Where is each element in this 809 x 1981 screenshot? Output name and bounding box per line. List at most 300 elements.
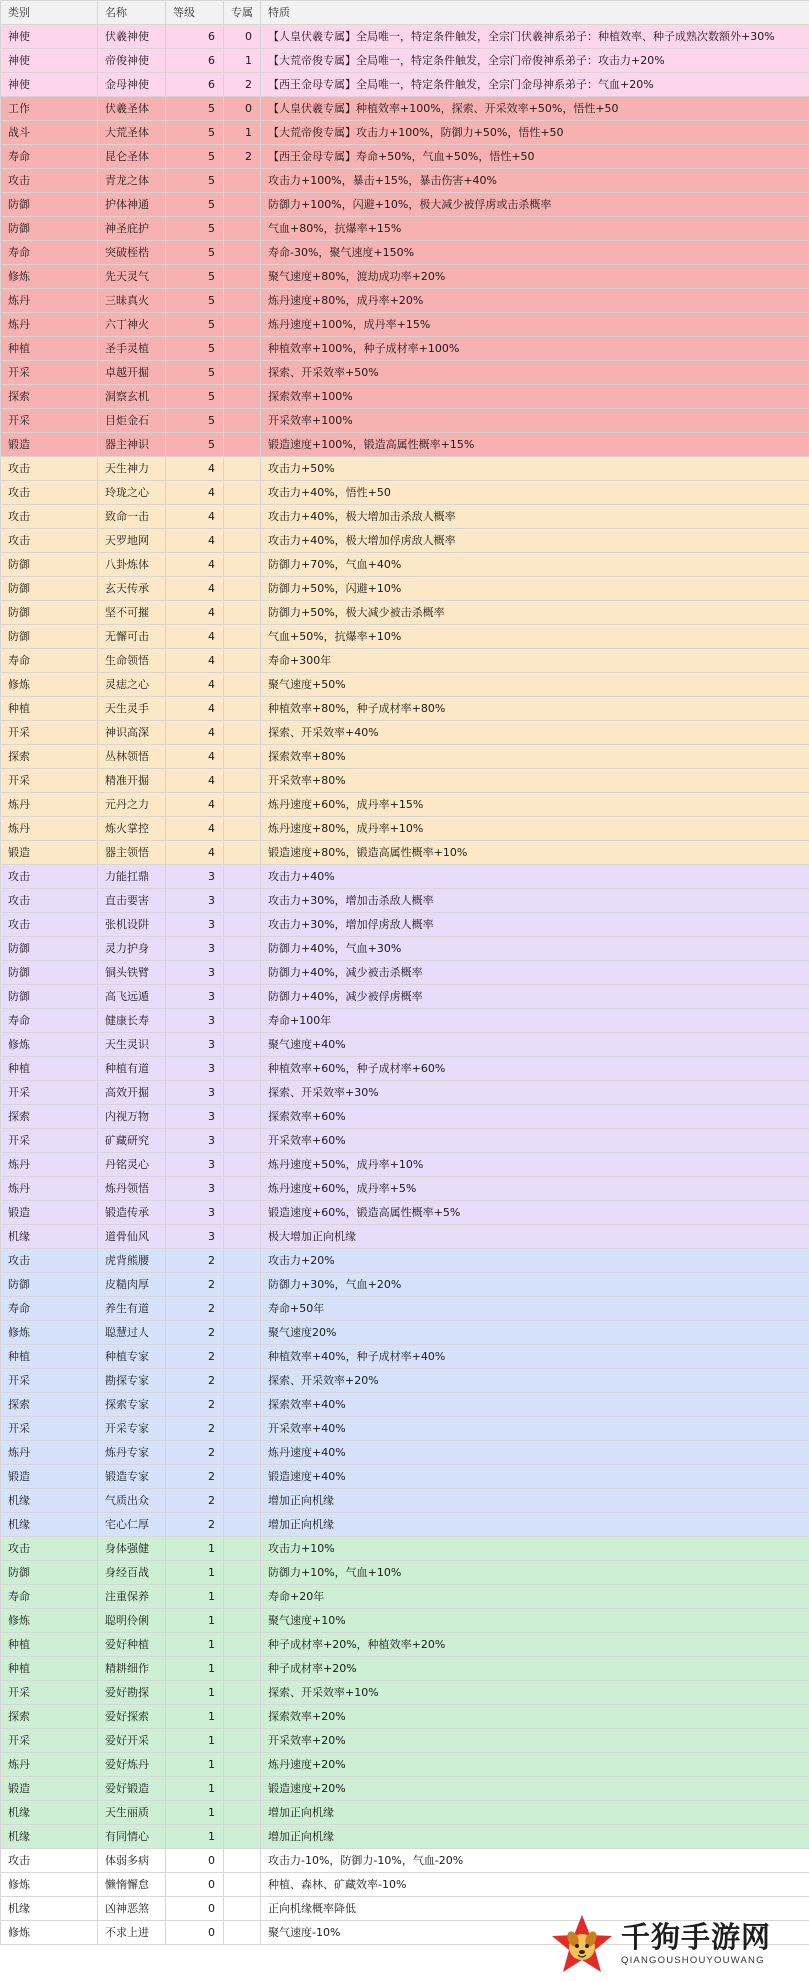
exclusive-cell bbox=[224, 1321, 261, 1345]
exclusive-cell: 2 bbox=[224, 73, 261, 97]
name-cell: 生命领悟 bbox=[98, 649, 166, 673]
category-cell: 防御 bbox=[1, 985, 98, 1009]
exclusive-cell bbox=[224, 1177, 261, 1201]
name-cell: 神识高深 bbox=[98, 721, 166, 745]
exclusive-cell bbox=[224, 1561, 261, 1585]
trait-cell: 【西王金母专属】全局唯一，特定条件触发，全宗门金母神系弟子：气血+20% bbox=[261, 73, 809, 97]
exclusive-cell bbox=[224, 1921, 261, 1945]
name-cell: 神圣庇护 bbox=[98, 217, 166, 241]
category-cell: 开采 bbox=[1, 1681, 98, 1705]
trait-cell: 开采效率+60% bbox=[261, 1129, 809, 1153]
table-row bbox=[1, 1225, 809, 1249]
trait-cell: 寿命-30%，聚气速度+150% bbox=[261, 241, 809, 265]
name-cell: 注重保养 bbox=[98, 1585, 166, 1609]
level-cell: 3 bbox=[166, 1177, 224, 1201]
exclusive-cell bbox=[224, 1273, 261, 1297]
trait-cell: 探索效率+60% bbox=[261, 1105, 809, 1129]
level-cell: 3 bbox=[166, 865, 224, 889]
exclusive-cell bbox=[224, 1849, 261, 1873]
table-row bbox=[1, 409, 809, 433]
name-cell: 昆仑圣体 bbox=[98, 145, 166, 169]
level-cell: 0 bbox=[166, 1873, 224, 1897]
name-cell: 坚不可摧 bbox=[98, 601, 166, 625]
level-cell: 4 bbox=[166, 769, 224, 793]
exclusive-cell bbox=[224, 1057, 261, 1081]
table-row bbox=[1, 73, 809, 97]
category-cell: 开采 bbox=[1, 721, 98, 745]
exclusive-cell: 2 bbox=[224, 145, 261, 169]
level-cell: 5 bbox=[166, 361, 224, 385]
category-cell: 防御 bbox=[1, 1561, 98, 1585]
table-row bbox=[1, 193, 809, 217]
category-cell: 寿命 bbox=[1, 1585, 98, 1609]
category-cell: 开采 bbox=[1, 1417, 98, 1441]
exclusive-cell bbox=[224, 1105, 261, 1129]
trait-cell: 锻造速度+60%，锻造高属性概率+5% bbox=[261, 1201, 809, 1225]
category-cell: 炼丹 bbox=[1, 1177, 98, 1201]
trait-cell: 防御力+40%，气血+30% bbox=[261, 937, 809, 961]
category-cell: 炼丹 bbox=[1, 817, 98, 841]
name-cell: 勘探专家 bbox=[98, 1369, 166, 1393]
name-cell: 目炬金石 bbox=[98, 409, 166, 433]
level-cell: 4 bbox=[166, 673, 224, 697]
table-row bbox=[1, 1441, 809, 1465]
name-cell: 种植有道 bbox=[98, 1057, 166, 1081]
trait-cell: 聚气速度+40% bbox=[261, 1033, 809, 1057]
level-cell: 4 bbox=[166, 697, 224, 721]
exclusive-cell bbox=[224, 1393, 261, 1417]
exclusive-cell bbox=[224, 241, 261, 265]
table-row bbox=[1, 1513, 809, 1537]
exclusive-cell bbox=[224, 1657, 261, 1681]
exclusive-cell bbox=[224, 481, 261, 505]
table-row bbox=[1, 937, 809, 961]
trait-cell: 开采效率+40% bbox=[261, 1417, 809, 1441]
category-cell: 开采 bbox=[1, 1129, 98, 1153]
level-cell: 1 bbox=[166, 1825, 224, 1849]
category-cell: 开采 bbox=[1, 1369, 98, 1393]
table-row bbox=[1, 1873, 809, 1897]
category-cell: 防御 bbox=[1, 937, 98, 961]
level-cell: 3 bbox=[166, 1129, 224, 1153]
level-cell: 0 bbox=[166, 1921, 224, 1945]
category-cell: 防御 bbox=[1, 553, 98, 577]
table-row bbox=[1, 1489, 809, 1513]
exclusive-cell: 1 bbox=[224, 121, 261, 145]
level-cell: 3 bbox=[166, 1153, 224, 1177]
level-cell: 1 bbox=[166, 1633, 224, 1657]
level-cell: 6 bbox=[166, 49, 224, 73]
exclusive-cell bbox=[224, 1633, 261, 1657]
header-category: 类别 bbox=[1, 1, 98, 25]
exclusive-cell bbox=[224, 529, 261, 553]
exclusive-cell bbox=[224, 985, 261, 1009]
category-cell: 探索 bbox=[1, 1105, 98, 1129]
watermark-title: 千狗手游网 bbox=[621, 1920, 772, 1954]
category-cell: 攻击 bbox=[1, 865, 98, 889]
name-cell: 帝俊神使 bbox=[98, 49, 166, 73]
name-cell: 灵力护身 bbox=[98, 937, 166, 961]
category-cell: 修炼 bbox=[1, 1033, 98, 1057]
trait-cell: 攻击力+100%，暴击+15%，暴击伤害+40% bbox=[261, 169, 809, 193]
category-cell: 锻造 bbox=[1, 841, 98, 865]
level-cell: 1 bbox=[166, 1657, 224, 1681]
trait-cell: 【人皇伏羲专属】全局唯一，特定条件触发，全宗门伏羲神系弟子：种植效率、种子成熟次数额外+30% bbox=[261, 25, 809, 49]
exclusive-cell bbox=[224, 361, 261, 385]
name-cell: 三昧真火 bbox=[98, 289, 166, 313]
table-row bbox=[1, 841, 809, 865]
category-cell: 修炼 bbox=[1, 1873, 98, 1897]
table-row bbox=[1, 1465, 809, 1489]
name-cell: 身体强健 bbox=[98, 1537, 166, 1561]
name-cell: 天生神力 bbox=[98, 457, 166, 481]
trait-cell: 种子成材率+20%，种植效率+20% bbox=[261, 1633, 809, 1657]
exclusive-cell bbox=[224, 289, 261, 313]
name-cell: 爱好炼丹 bbox=[98, 1753, 166, 1777]
exclusive-cell bbox=[224, 1681, 261, 1705]
table-row bbox=[1, 337, 809, 361]
level-cell: 4 bbox=[166, 721, 224, 745]
name-cell: 突破桎梏 bbox=[98, 241, 166, 265]
category-cell: 寿命 bbox=[1, 241, 98, 265]
trait-cell: 探索效率+20% bbox=[261, 1705, 809, 1729]
exclusive-cell bbox=[224, 1345, 261, 1369]
exclusive-cell bbox=[224, 1897, 261, 1921]
category-cell: 寿命 bbox=[1, 649, 98, 673]
category-cell: 攻击 bbox=[1, 1249, 98, 1273]
name-cell: 有同情心 bbox=[98, 1825, 166, 1849]
exclusive-cell bbox=[224, 649, 261, 673]
trait-cell: 气血+50%，抗爆率+10% bbox=[261, 625, 809, 649]
table-row bbox=[1, 913, 809, 937]
name-cell: 气质出众 bbox=[98, 1489, 166, 1513]
trait-cell: 炼丹速度+80%，成丹率+20% bbox=[261, 289, 809, 313]
name-cell: 先天灵气 bbox=[98, 265, 166, 289]
category-cell: 种植 bbox=[1, 1057, 98, 1081]
exclusive-cell bbox=[224, 1537, 261, 1561]
category-cell: 攻击 bbox=[1, 529, 98, 553]
name-cell: 宅心仁厚 bbox=[98, 1513, 166, 1537]
category-cell: 探索 bbox=[1, 745, 98, 769]
category-cell: 神使 bbox=[1, 73, 98, 97]
level-cell: 0 bbox=[166, 1897, 224, 1921]
exclusive-cell bbox=[224, 1729, 261, 1753]
name-cell: 致命一击 bbox=[98, 505, 166, 529]
exclusive-cell bbox=[224, 1873, 261, 1897]
name-cell: 不求上进 bbox=[98, 1921, 166, 1945]
exclusive-cell bbox=[224, 841, 261, 865]
table-row bbox=[1, 697, 809, 721]
trait-cell: 炼丹速度+100%，成丹率+15% bbox=[261, 313, 809, 337]
exclusive-cell bbox=[224, 673, 261, 697]
category-cell: 炼丹 bbox=[1, 1441, 98, 1465]
trait-cell: 防御力+70%，气血+40% bbox=[261, 553, 809, 577]
level-cell: 2 bbox=[166, 1417, 224, 1441]
table-row bbox=[1, 217, 809, 241]
trait-cell: 炼丹速度+80%，成丹率+10% bbox=[261, 817, 809, 841]
category-cell: 攻击 bbox=[1, 913, 98, 937]
table-row bbox=[1, 1633, 809, 1657]
trait-cell: 炼丹速度+60%，成丹率+5% bbox=[261, 1177, 809, 1201]
table-row bbox=[1, 1585, 809, 1609]
name-cell: 健康长寿 bbox=[98, 1009, 166, 1033]
category-cell: 寿命 bbox=[1, 145, 98, 169]
name-cell: 炼火掌控 bbox=[98, 817, 166, 841]
level-cell: 2 bbox=[166, 1465, 224, 1489]
table-row bbox=[1, 241, 809, 265]
table-row bbox=[1, 553, 809, 577]
category-cell: 机缘 bbox=[1, 1489, 98, 1513]
trait-cell: 防御力+10%，气血+10% bbox=[261, 1561, 809, 1585]
level-cell: 5 bbox=[166, 385, 224, 409]
name-cell: 器主领悟 bbox=[98, 841, 166, 865]
level-cell: 5 bbox=[166, 145, 224, 169]
exclusive-cell bbox=[224, 265, 261, 289]
category-cell: 机缘 bbox=[1, 1897, 98, 1921]
table-row bbox=[1, 1273, 809, 1297]
name-cell: 玲珑之心 bbox=[98, 481, 166, 505]
trait-cell: 攻击力+40%，极大增加击杀敌人概率 bbox=[261, 505, 809, 529]
exclusive-cell bbox=[224, 1033, 261, 1057]
level-cell: 5 bbox=[166, 169, 224, 193]
level-cell: 3 bbox=[166, 1081, 224, 1105]
category-cell: 工作 bbox=[1, 97, 98, 121]
table-row bbox=[1, 1561, 809, 1585]
trait-cell: 气血+80%，抗爆率+15% bbox=[261, 217, 809, 241]
level-cell: 3 bbox=[166, 913, 224, 937]
name-cell: 张机设阱 bbox=[98, 913, 166, 937]
category-cell: 种植 bbox=[1, 1345, 98, 1369]
level-cell: 5 bbox=[166, 217, 224, 241]
exclusive-cell bbox=[224, 1153, 261, 1177]
trait-cell: 聚气速度20% bbox=[261, 1321, 809, 1345]
category-cell: 修炼 bbox=[1, 1921, 98, 1945]
table-row bbox=[1, 529, 809, 553]
exclusive-cell bbox=[224, 1777, 261, 1801]
category-cell: 攻击 bbox=[1, 1537, 98, 1561]
level-cell: 4 bbox=[166, 745, 224, 769]
name-cell: 力能扛鼎 bbox=[98, 865, 166, 889]
trait-cell: 锻造速度+40% bbox=[261, 1465, 809, 1489]
category-cell: 机缘 bbox=[1, 1825, 98, 1849]
name-cell: 直击要害 bbox=[98, 889, 166, 913]
name-cell: 开采专家 bbox=[98, 1417, 166, 1441]
table-row bbox=[1, 1033, 809, 1057]
level-cell: 1 bbox=[166, 1753, 224, 1777]
level-cell: 5 bbox=[166, 121, 224, 145]
name-cell: 卓越开掘 bbox=[98, 361, 166, 385]
level-cell: 2 bbox=[166, 1345, 224, 1369]
exclusive-cell bbox=[224, 1417, 261, 1441]
category-cell: 攻击 bbox=[1, 505, 98, 529]
trait-cell: 探索、开采效率+50% bbox=[261, 361, 809, 385]
category-cell: 机缘 bbox=[1, 1513, 98, 1537]
table-row bbox=[1, 145, 809, 169]
table-row bbox=[1, 1825, 809, 1849]
trait-cell: 【人皇伏羲专属】种植效率+100%，探索、开采效率+50%，悟性+50 bbox=[261, 97, 809, 121]
category-cell: 种植 bbox=[1, 697, 98, 721]
table-row bbox=[1, 169, 809, 193]
category-cell: 开采 bbox=[1, 1081, 98, 1105]
category-cell: 修炼 bbox=[1, 1321, 98, 1345]
level-cell: 2 bbox=[166, 1393, 224, 1417]
exclusive-cell bbox=[224, 1705, 261, 1729]
trait-cell: 探索、开采效率+30% bbox=[261, 1081, 809, 1105]
category-cell: 修炼 bbox=[1, 265, 98, 289]
category-cell: 防御 bbox=[1, 961, 98, 985]
name-cell: 器主神识 bbox=[98, 433, 166, 457]
table-row bbox=[1, 1393, 809, 1417]
level-cell: 2 bbox=[166, 1249, 224, 1273]
trait-cell: 增加正向机缘 bbox=[261, 1801, 809, 1825]
table-row bbox=[1, 1081, 809, 1105]
table-row bbox=[1, 1009, 809, 1033]
table-row bbox=[1, 121, 809, 145]
trait-cell: 种植、森林、矿藏效率-10% bbox=[261, 1873, 809, 1897]
table-row bbox=[1, 313, 809, 337]
level-cell: 3 bbox=[166, 1105, 224, 1129]
table-row bbox=[1, 97, 809, 121]
exclusive-cell bbox=[224, 865, 261, 889]
name-cell: 丛林领悟 bbox=[98, 745, 166, 769]
table-row bbox=[1, 1609, 809, 1633]
category-cell: 锻造 bbox=[1, 1777, 98, 1801]
level-cell: 5 bbox=[166, 241, 224, 265]
name-cell: 金母神使 bbox=[98, 73, 166, 97]
name-cell: 大荒圣体 bbox=[98, 121, 166, 145]
name-cell: 炼丹专家 bbox=[98, 1441, 166, 1465]
exclusive-cell bbox=[224, 385, 261, 409]
name-cell: 锻造传承 bbox=[98, 1201, 166, 1225]
category-cell: 修炼 bbox=[1, 673, 98, 697]
name-cell: 身经百战 bbox=[98, 1561, 166, 1585]
trait-cell: 增加正向机缘 bbox=[261, 1513, 809, 1537]
exclusive-cell bbox=[224, 1609, 261, 1633]
exclusive-cell bbox=[224, 1009, 261, 1033]
level-cell: 5 bbox=[166, 97, 224, 121]
trait-cell: 寿命+300年 bbox=[261, 649, 809, 673]
category-cell: 防御 bbox=[1, 193, 98, 217]
trait-cell: 聚气速度+50% bbox=[261, 673, 809, 697]
table-row bbox=[1, 1417, 809, 1441]
trait-cell: 种植效率+100%，种子成材率+100% bbox=[261, 337, 809, 361]
exclusive-cell bbox=[224, 721, 261, 745]
category-cell: 防御 bbox=[1, 577, 98, 601]
category-cell: 开采 bbox=[1, 1729, 98, 1753]
level-cell: 3 bbox=[166, 1225, 224, 1249]
exclusive-cell bbox=[224, 457, 261, 481]
exclusive-cell bbox=[224, 1465, 261, 1489]
table-row bbox=[1, 457, 809, 481]
category-cell: 炼丹 bbox=[1, 1153, 98, 1177]
level-cell: 5 bbox=[166, 289, 224, 313]
name-cell: 天生灵手 bbox=[98, 697, 166, 721]
level-cell: 6 bbox=[166, 25, 224, 49]
table-row bbox=[1, 1105, 809, 1129]
exclusive-cell: 0 bbox=[224, 97, 261, 121]
exclusive-cell bbox=[224, 961, 261, 985]
name-cell: 懒惰懈怠 bbox=[98, 1873, 166, 1897]
table-row bbox=[1, 1681, 809, 1705]
level-cell: 3 bbox=[166, 1057, 224, 1081]
trait-cell: 炼丹速度+20% bbox=[261, 1753, 809, 1777]
table-row bbox=[1, 433, 809, 457]
name-cell: 高飞远遁 bbox=[98, 985, 166, 1009]
name-cell: 爱好开采 bbox=[98, 1729, 166, 1753]
table-row bbox=[1, 1705, 809, 1729]
exclusive-cell bbox=[224, 1129, 261, 1153]
trait-cell: 寿命+20年 bbox=[261, 1585, 809, 1609]
exclusive-cell bbox=[224, 1801, 261, 1825]
name-cell: 护体神通 bbox=[98, 193, 166, 217]
level-cell: 2 bbox=[166, 1513, 224, 1537]
table-row bbox=[1, 1801, 809, 1825]
category-cell: 攻击 bbox=[1, 481, 98, 505]
category-cell: 锻造 bbox=[1, 1465, 98, 1489]
level-cell: 2 bbox=[166, 1297, 224, 1321]
category-cell: 攻击 bbox=[1, 1849, 98, 1873]
exclusive-cell bbox=[224, 889, 261, 913]
trait-cell: 攻击力+40%，极大增加俘虏敌人概率 bbox=[261, 529, 809, 553]
level-cell: 4 bbox=[166, 841, 224, 865]
table-row bbox=[1, 985, 809, 1009]
level-cell: 4 bbox=[166, 481, 224, 505]
trait-cell: 增加正向机缘 bbox=[261, 1825, 809, 1849]
exclusive-cell bbox=[224, 1225, 261, 1249]
level-cell: 4 bbox=[166, 577, 224, 601]
level-cell: 1 bbox=[166, 1609, 224, 1633]
table-row bbox=[1, 361, 809, 385]
watermark bbox=[549, 1913, 795, 1975]
name-cell: 精耕细作 bbox=[98, 1657, 166, 1681]
trait-cell: 探索效率+40% bbox=[261, 1393, 809, 1417]
level-cell: 4 bbox=[166, 457, 224, 481]
exclusive-cell bbox=[224, 577, 261, 601]
trait-cell: 攻击力+10% bbox=[261, 1537, 809, 1561]
category-cell: 防御 bbox=[1, 1273, 98, 1297]
level-cell: 4 bbox=[166, 505, 224, 529]
header-name: 名称 bbox=[98, 1, 166, 25]
category-cell: 防御 bbox=[1, 625, 98, 649]
category-cell: 机缘 bbox=[1, 1801, 98, 1825]
table-row bbox=[1, 1849, 809, 1873]
category-cell: 种植 bbox=[1, 1633, 98, 1657]
level-cell: 1 bbox=[166, 1705, 224, 1729]
table-row bbox=[1, 1057, 809, 1081]
name-cell: 爱好探索 bbox=[98, 1705, 166, 1729]
category-cell: 探索 bbox=[1, 1393, 98, 1417]
trait-cell: 开采效率+20% bbox=[261, 1729, 809, 1753]
exclusive-cell bbox=[224, 1513, 261, 1537]
trait-cell: 正向机缘概率降低 bbox=[261, 1897, 809, 1921]
name-cell: 玄天传承 bbox=[98, 577, 166, 601]
level-cell: 2 bbox=[166, 1441, 224, 1465]
table-row bbox=[1, 1753, 809, 1777]
table-row bbox=[1, 385, 809, 409]
trait-cell: 攻击力-10%，防御力-10%，气血-20% bbox=[261, 1849, 809, 1873]
table-row bbox=[1, 745, 809, 769]
name-cell: 锻造专家 bbox=[98, 1465, 166, 1489]
trait-cell: 聚气速度+10% bbox=[261, 1609, 809, 1633]
exclusive-cell bbox=[224, 1489, 261, 1513]
level-cell: 5 bbox=[166, 313, 224, 337]
category-cell: 修炼 bbox=[1, 1609, 98, 1633]
trait-cell: 防御力+30%，气血+20% bbox=[261, 1273, 809, 1297]
table-row bbox=[1, 1537, 809, 1561]
level-cell: 2 bbox=[166, 1321, 224, 1345]
table-row bbox=[1, 769, 809, 793]
name-cell: 种植专家 bbox=[98, 1345, 166, 1369]
